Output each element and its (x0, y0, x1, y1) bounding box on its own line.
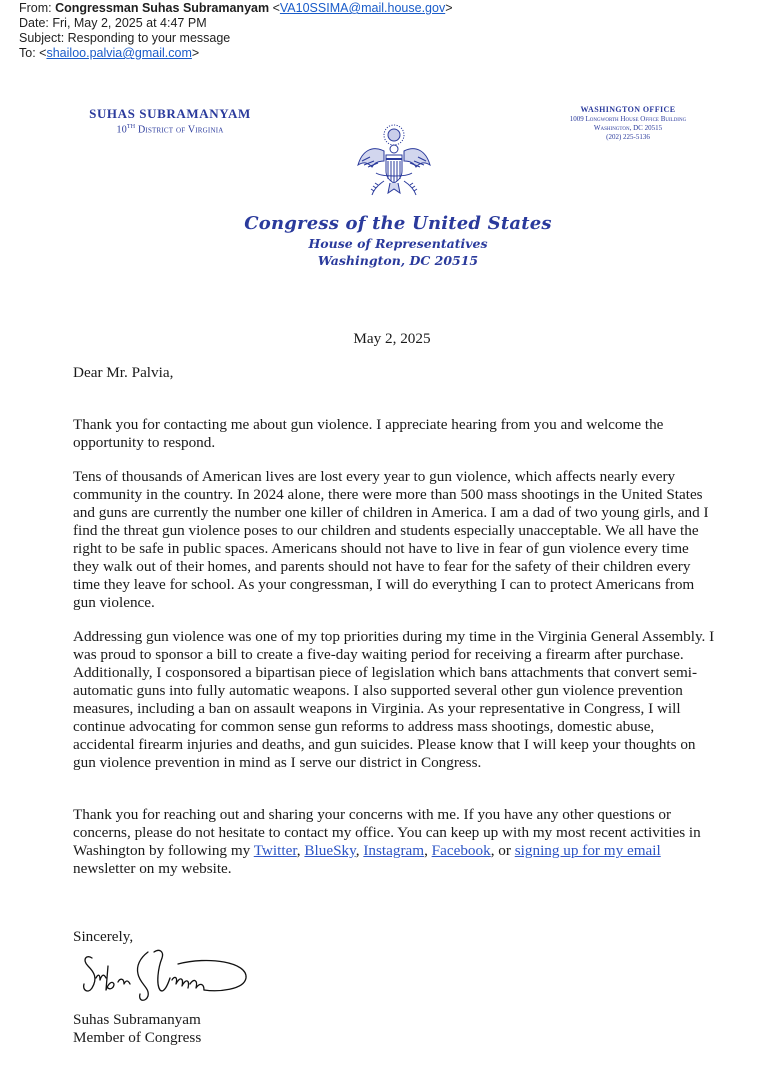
office-title: WASHINGTON OFFICE (580, 105, 676, 114)
date-label: Date: (19, 16, 49, 30)
facebook-link[interactable]: Facebook (431, 842, 491, 859)
instagram-link[interactable]: Instagram (363, 842, 425, 859)
office-phone: (202) 225-5136 (606, 133, 650, 141)
letter-paragraph-1: Thank you for contacting me about gun violence. I appreciate hearing from you and welcome the opportunity to respond. (73, 416, 664, 451)
member-district: 10TH District of Virginia (116, 124, 224, 136)
signer-name: Suhas Subramanyam (73, 1011, 201, 1028)
to-email-link[interactable]: shailoo.palvia@gmail.com (46, 46, 192, 60)
from-email-link[interactable]: VA10SSIMA@mail.house.gov (279, 1, 446, 15)
signer-title: Member of Congress (73, 1029, 202, 1046)
email-header (19, 1, 453, 61)
subject-value: Responding to your message (67, 31, 231, 45)
letter-salutation: Dear Mr. Palvia, (73, 364, 174, 381)
email-subject-row (19, 31, 453, 46)
letter-paragraph-3: Addressing gun violence was one of my top priorities during my time in the Virginia General Assembly. I was proud to sponsor a bill to create a five-day waiting period for receiving a firearm after purchase. Additionally, I cosponsored a bipartisan piece of legislation which bans attachments that convert semi-automatic guns into fully automatic weapons. I also supported several other gun violence prevention measures, including a ban on assault weapons in Virginia. As your representative in Congress, I will continue advocating for common sense gun reforms to address mass shootings, domestic abuse, accidental firearm injuries and deaths, and gun suicides. Please know that I will keep your thoughts on gun violence prevention in mind as I serve our district in Congress. (73, 628, 715, 771)
letter-signer (73, 1011, 718, 1047)
email-from-row: From: Congressman Suhas Subramanyam <VA10SSIMA@mail.house.gov> (19, 1, 453, 15)
from-label: From: (19, 1, 52, 15)
subject-label: Subject: (19, 31, 65, 45)
email-date-row (19, 16, 453, 31)
city-title: Washington, DC 20515 (317, 253, 479, 268)
letter-paragraph-4: Thank you for reaching out and sharing your concerns with me. If you have any other questions or concerns, please do not hesitate to contact my office. You can keep up with my most recent activities in Washington by following my Twitter, BlueSky, Instagram, Facebook, or signing up for my email newsletter on my website. (73, 806, 701, 877)
from-name: Congressman Suhas Subramanyam (55, 1, 270, 15)
great-seal-eagle-icon (354, 121, 434, 203)
office-address-line2: Washington, DC 20515 (593, 124, 663, 132)
handwritten-signature (78, 944, 250, 1006)
date-value: Fri, May 2, 2025 at 4:47 PM (52, 16, 207, 30)
twitter-link[interactable]: Twitter (253, 842, 297, 859)
to-label: To: (19, 46, 36, 60)
email-to-row: To: <shailoo.palvia@gmail.com> (19, 46, 200, 60)
letter-paragraph-2: Tens of thousands of American lives are lost every year to gun violence, which affects nearly every community in the country. In 2024 alone, there were more than 500 mass shootings in the United States and guns are currently the number one killer of children in America. I am a dad of two young girls, and I find the threat gun violence poses to our children and students especially unacceptable. We all have the right to be safe in public spaces. Americans should not have to live in fear of gun violence every time they walk out of their homes, and parents should not have to fear for the safety of their children every time they leave for school. As your congressman, I will do everything I can to protect Americans from gun violence. (73, 468, 709, 611)
congress-title: Congress of the United States (244, 213, 552, 234)
letterhead-member (80, 107, 260, 136)
letterhead-office (548, 105, 708, 142)
email-signup-link[interactable]: signing up for my email (514, 842, 661, 859)
member-name: SUHAS SUBRAMANYAM (89, 106, 251, 121)
house-title: House of Representatives (308, 236, 488, 251)
letter-closing: Sincerely, (73, 928, 134, 945)
bluesky-link[interactable]: BlueSky (304, 842, 356, 859)
letter-date: May 2, 2025 (353, 330, 431, 347)
letterhead-congress (200, 213, 596, 269)
office-address-line1: 1009 Longworth House Office Building (569, 115, 687, 123)
